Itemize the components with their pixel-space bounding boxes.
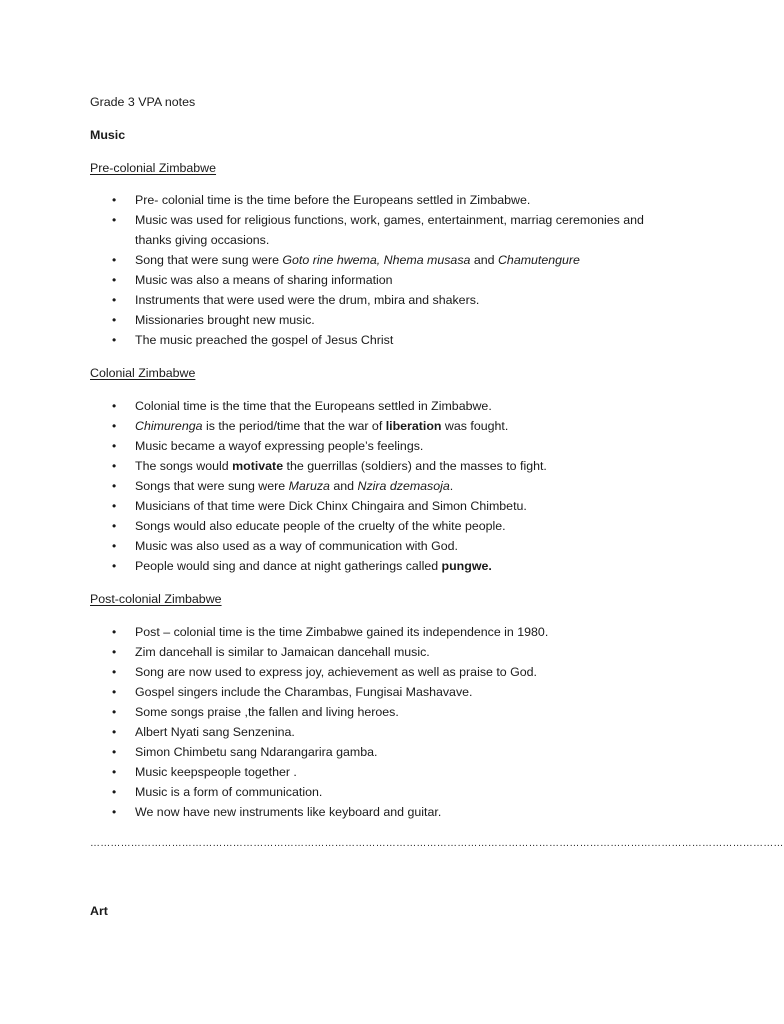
list-item-text: Albert Nyati sang Senzenina. <box>135 725 295 739</box>
subject-heading-music: Music <box>90 128 126 142</box>
bullet-icon: • <box>112 313 117 327</box>
list-item <box>90 436 670 456</box>
list-item-text: Post – colonial time is the time Zimbabwe gained its independence in 1980. <box>135 625 549 639</box>
bullet-icon: • <box>112 785 117 799</box>
bullet-icon: • <box>112 645 117 659</box>
list-item-text: Songs would also educate people of the cruelty of the white people. <box>135 519 506 533</box>
list-item-text: Simon Chimbetu sang Ndarangarira gamba. <box>135 745 378 759</box>
list-item <box>90 642 670 662</box>
section-heading-pre-colonial: Pre-colonial Zimbabwe <box>90 161 217 175</box>
bullet-icon: • <box>112 439 117 453</box>
list-item-text: Instruments that were used were the drum, mbira and shakers. <box>135 293 480 307</box>
post-colonial-list <box>90 622 670 822</box>
list-item <box>90 270 670 290</box>
list-item-text: was fought. <box>441 419 509 433</box>
list-item-text: Zim dancehall is similar to Jamaican dancehall music. <box>135 645 430 659</box>
list-item-text: We now have new instruments like keyboard and guitar. <box>135 805 442 819</box>
list-item-text: Music was also a means of sharing information <box>135 273 393 287</box>
section-heading-post-colonial: Post-colonial Zimbabwe <box>90 592 222 606</box>
bullet-icon: • <box>112 805 117 819</box>
bullet-icon: • <box>112 253 117 267</box>
list-item-text: Music was used for religious functions, work, games, entertainment, marriag ceremonies and thanks giving occasions. <box>135 213 644 247</box>
list-item <box>90 516 670 536</box>
colonial-list <box>90 396 670 576</box>
list-item <box>90 702 670 722</box>
list-item-text: Music keepspeople together . <box>135 765 297 779</box>
pre-colonial-list <box>90 190 670 350</box>
list-item <box>90 290 670 310</box>
list-item <box>90 310 670 330</box>
bullet-icon: • <box>112 399 117 413</box>
bullet-icon: • <box>112 333 117 347</box>
list-item <box>90 682 670 702</box>
list-item <box>90 330 670 350</box>
list-item <box>90 416 670 436</box>
bullet-icon: • <box>112 193 117 207</box>
bullet-icon: • <box>112 539 117 553</box>
list-item-text: Missionaries brought new music. <box>135 313 315 327</box>
list-item-text: Songs that were sung were <box>135 479 289 493</box>
list-item-text: motivate <box>232 459 284 473</box>
list-item <box>90 622 670 642</box>
list-item <box>90 250 670 270</box>
list-item-text: The songs would <box>135 459 233 473</box>
list-item <box>90 802 670 822</box>
list-item-text: Musicians of that time were Dick Chinx Chingaira and Simon Chimbetu. <box>135 499 527 513</box>
list-item-text: Chimurenga <box>135 419 203 433</box>
list-item-text: Nzira dzemasoja <box>357 479 450 493</box>
list-item-text: Colonial time is the time that the Europeans settled in Zimbabwe. <box>135 399 492 413</box>
list-item-text: and <box>470 253 498 267</box>
list-item-text: People would sing and dance at night gatherings called <box>135 559 442 573</box>
list-item <box>90 210 670 250</box>
list-item <box>90 496 670 516</box>
bullet-icon: • <box>112 419 117 433</box>
bullet-icon: • <box>112 213 117 227</box>
bullet-icon: • <box>112 479 117 493</box>
section-heading-colonial: Colonial Zimbabwe <box>90 366 196 380</box>
list-item <box>90 556 670 576</box>
document-title: Grade 3 VPA notes <box>90 95 196 109</box>
list-item <box>90 782 670 802</box>
list-item-text: Pre- colonial time is the time before the Europeans settled in Zimbabwe. <box>135 193 531 207</box>
list-item-text: Some songs praise ,the fallen and living heroes. <box>135 705 399 719</box>
bullet-icon: • <box>112 519 117 533</box>
bullet-icon: • <box>112 273 117 287</box>
list-item-text: and <box>329 479 358 493</box>
subject-heading-art: Art <box>90 904 108 918</box>
list-item <box>90 722 670 742</box>
list-item <box>90 762 670 782</box>
list-item-text: Song are now used to express joy, achievement as well as praise to God. <box>135 665 537 679</box>
bullet-icon: • <box>112 745 117 759</box>
list-item-text: Goto rine hwema, Nhema musasa <box>282 253 471 267</box>
list-item-text: The music preached the gospel of Jesus Christ <box>135 333 394 347</box>
list-item-text: Music is a form of communication. <box>135 785 323 799</box>
list-item-text: Music was also used as a way of communication with God. <box>135 539 458 553</box>
bullet-icon: • <box>112 499 117 513</box>
bullet-icon: • <box>112 705 117 719</box>
list-item-text: is the period/time that the war of <box>202 419 386 433</box>
bullet-icon: • <box>112 665 117 679</box>
list-item <box>90 476 670 496</box>
list-item <box>90 742 670 762</box>
list-item-text: Music became a wayof expressing people’s feelings. <box>135 439 424 453</box>
list-item-text: liberation <box>385 419 442 433</box>
list-item <box>90 662 670 682</box>
list-item-text: Chamutengure <box>497 253 580 267</box>
bullet-icon: • <box>112 725 117 739</box>
bullet-icon: • <box>112 685 117 699</box>
bullet-icon: • <box>112 559 117 573</box>
list-item-text: . <box>449 479 454 493</box>
list-item-text: Song that were sung were <box>135 253 283 267</box>
list-item <box>90 396 670 416</box>
list-item-text: pungwe. <box>441 559 492 573</box>
list-item <box>90 456 670 476</box>
bullet-icon: • <box>112 459 117 473</box>
list-item-text: Gospel singers include the Charambas, Fungisai Mashavave. <box>135 685 473 699</box>
list-item <box>90 190 670 210</box>
dotted-separator: …………………………………………………………………………………………………………………………………………………………………………………… <box>90 838 784 849</box>
bullet-icon: • <box>112 765 117 779</box>
bullet-icon: • <box>112 293 117 307</box>
list-item-text: the guerrillas (soldiers) and the masses to fight. <box>283 459 547 473</box>
list-item-text: Maruza <box>288 479 330 493</box>
list-item <box>90 536 670 556</box>
bullet-icon: • <box>112 625 117 639</box>
